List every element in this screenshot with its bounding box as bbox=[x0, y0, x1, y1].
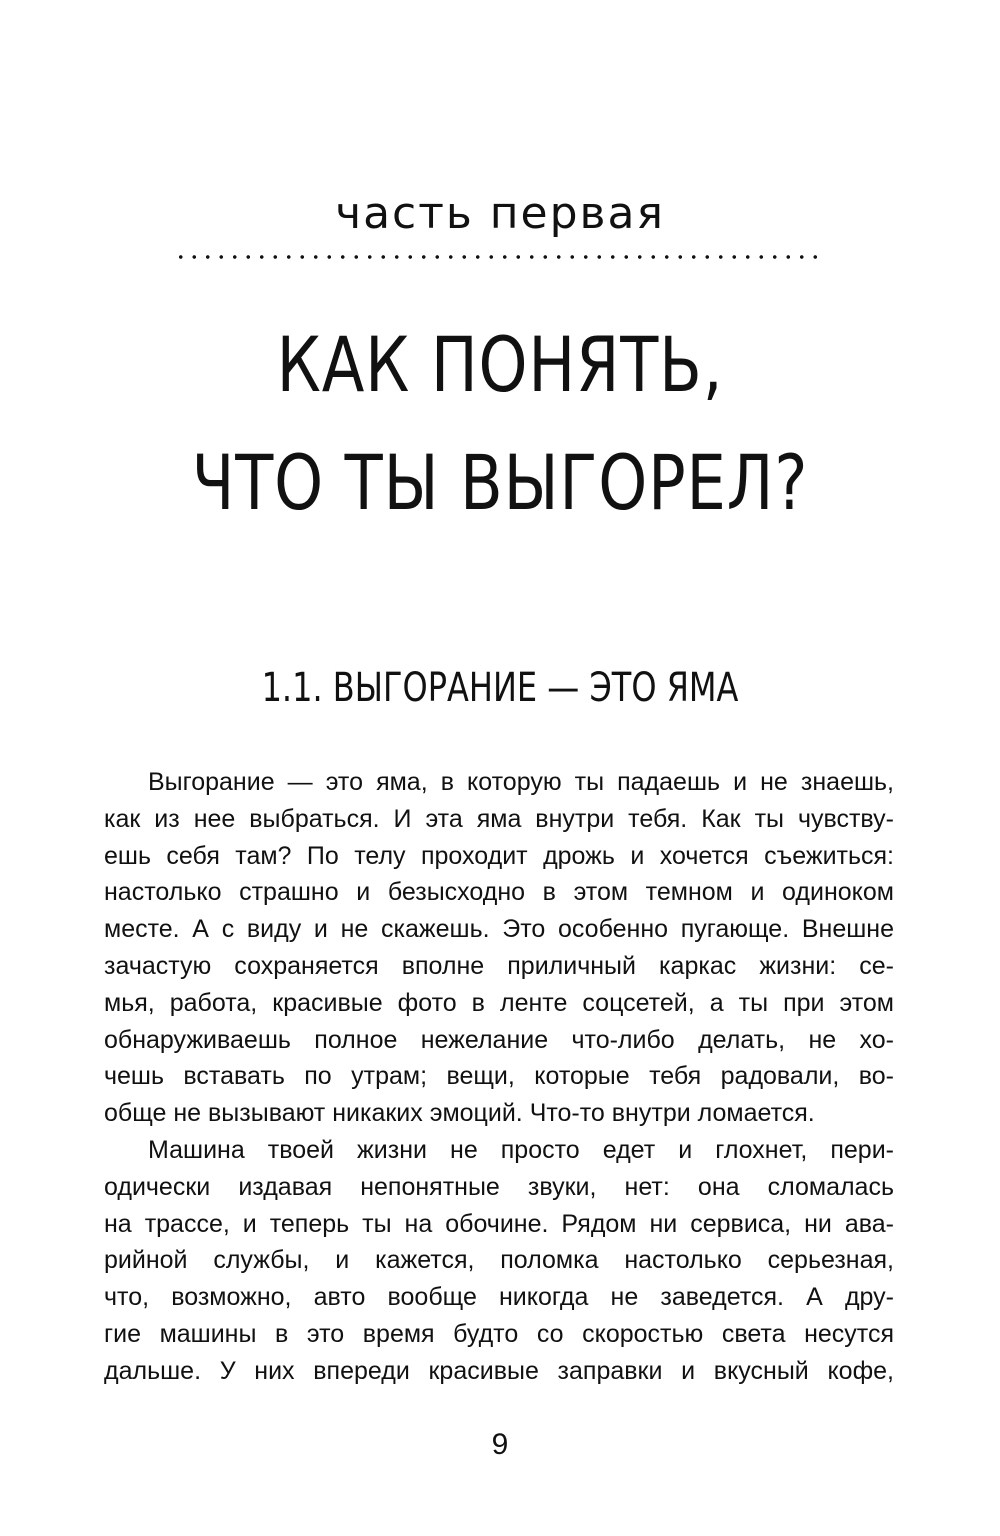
text-line: Выгорание — это яма, в которую ты падаешь и не знаешь, bbox=[148, 768, 894, 796]
text-line: Машина твоей жизни не просто едет и глохнет, пери- bbox=[148, 1135, 894, 1164]
text-line: настолько страшно и безысходно в этом темном и одиноком bbox=[104, 878, 894, 907]
text-line: на трассе, и теперь ты на обочине. Рядом ни сервиса, ни ава- bbox=[104, 1209, 894, 1238]
text-line: гие машины в это время будто со скоростью света несутся bbox=[104, 1319, 894, 1348]
text-line: одически издавая непонятные звуки, нет: она сломалась bbox=[104, 1172, 894, 1201]
chapter-title-line-2: ЧТО ТЫ ВЫГОРЕЛ? bbox=[191, 438, 809, 527]
text-line: рийной службы, и кажется, поломка настолько серьезная, bbox=[104, 1246, 894, 1275]
part-label: часть первая bbox=[335, 188, 665, 239]
paragraph-2 bbox=[104, 1132, 894, 1390]
text-line: чешь вставать по утрам; вещи, которые тебя радовали, во- bbox=[104, 1062, 894, 1091]
text-line: как из нее выбраться. И эта яма внутри тебя. Как ты чувству- bbox=[104, 804, 894, 833]
text-line: обнаруживаешь полное нежелание что-либо делать, не хо- bbox=[104, 1025, 894, 1054]
text-line: мья, работа, красивые фото в ленте соцсетей, а ты при этом bbox=[104, 988, 894, 1017]
text-line: что, возможно, авто вообще никогда не заведется. А дру- bbox=[104, 1283, 894, 1312]
text-line: обще не вызывают никаких эмоций. Что-то внутри ломается. bbox=[104, 1099, 815, 1128]
page-number: 9 bbox=[491, 1428, 509, 1461]
text-line: дальше. У них впереди красивые заправки и вкусный кофе, bbox=[104, 1356, 894, 1385]
text-line: зачастую сохраняется вполне приличный каркас жизни: се- bbox=[104, 951, 894, 980]
paragraph-1 bbox=[104, 764, 894, 1132]
chapter-title-line-1: КАК ПОНЯТЬ, bbox=[276, 320, 724, 409]
dotted-divider bbox=[174, 254, 826, 260]
chapter-title bbox=[90, 306, 910, 542]
text-line: месте. А с виду и не скажешь. Это особенно пугающе. Внешне bbox=[104, 915, 894, 944]
text-line: ешь себя там? По телу проходит дрожь и хочется съежиться: bbox=[104, 841, 894, 870]
section-title: 1.1. ВЫГОРАНИЕ — ЭТО ЯМА bbox=[261, 665, 739, 711]
body-text bbox=[104, 764, 894, 1390]
